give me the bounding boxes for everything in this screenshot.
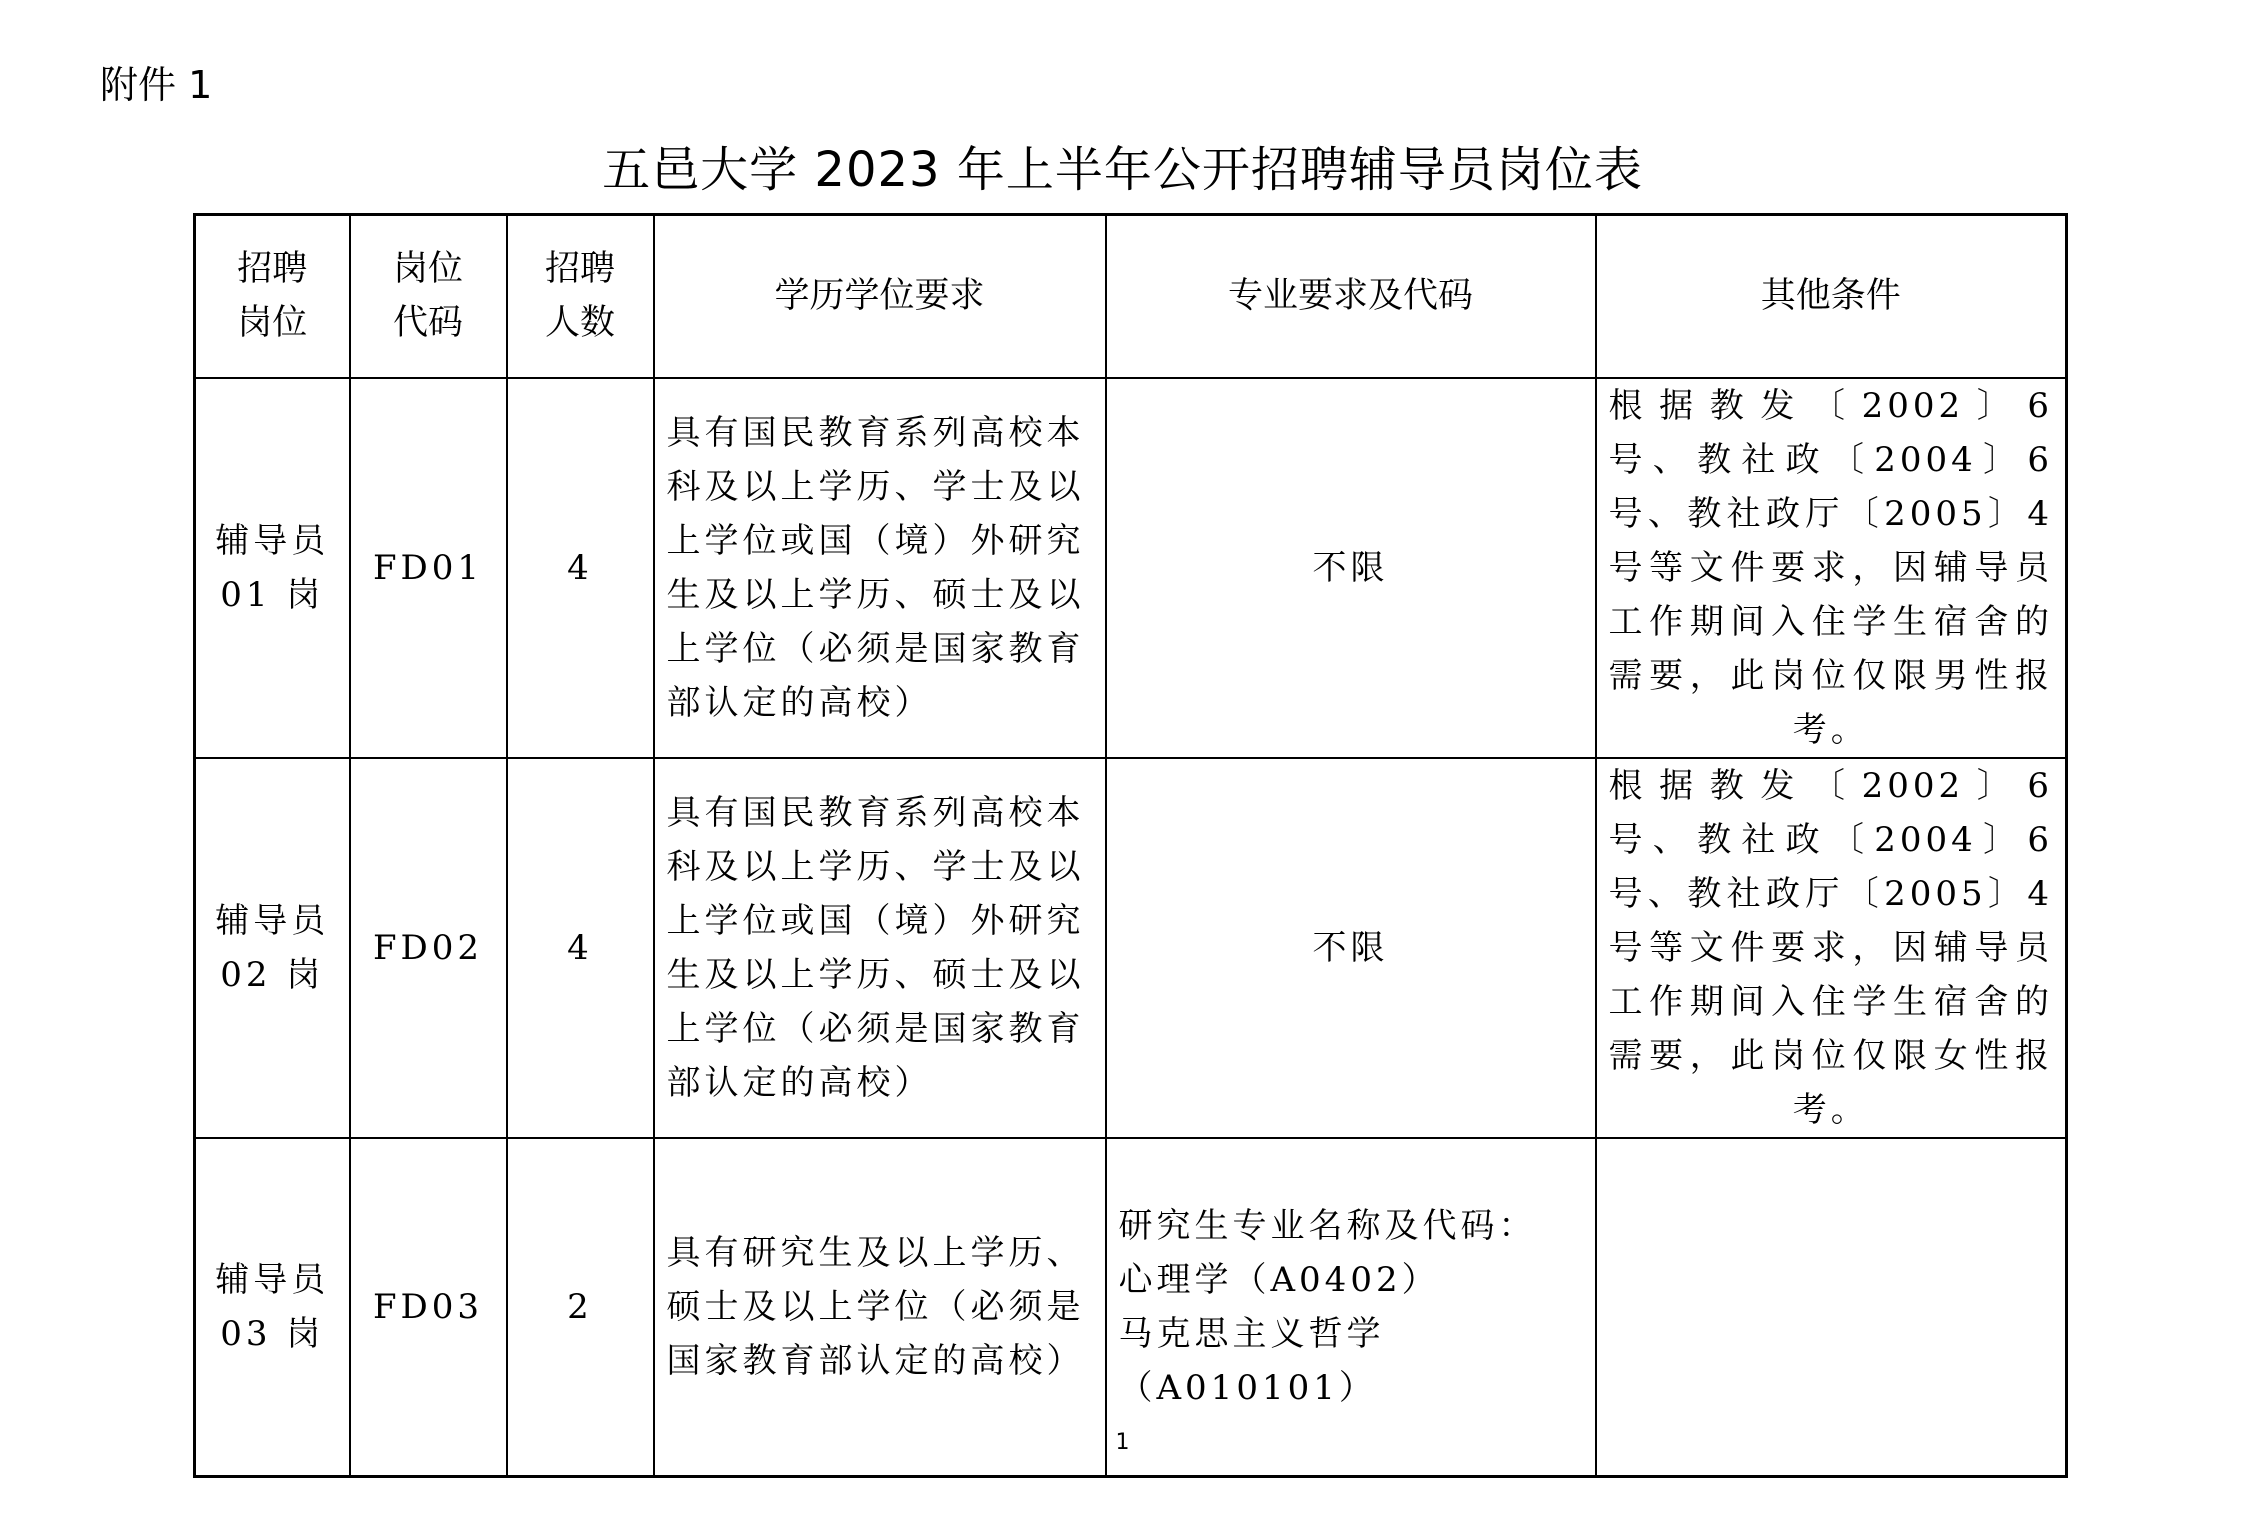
cell-code: FD03 — [350, 1138, 507, 1477]
header-other: 其他条件 — [1596, 215, 2067, 378]
document-title: 五邑大学 2023 年上半年公开招聘辅导员岗位表 — [602, 142, 1643, 198]
cell-education: 具有国民教育系列高校本科及以上学历、学士及以上学位或国（境）外研究生及以上学历、硕士及以上学位（必须是国家教育部认定的高校） — [654, 758, 1106, 1138]
header-count: 招聘 人数 — [507, 215, 654, 378]
cell-other: 根据教发〔2002〕6 号、教社政〔2004〕6 号、教社政厅〔2005〕4 号等文件要求，因辅导员工作期间入住学生宿舍的需要，此岗位仅限男性报考。 — [1596, 378, 2067, 758]
cell-position: 辅导员 01 岗 — [195, 378, 350, 758]
header-code: 岗位 代码 — [350, 215, 507, 378]
cell-other — [1596, 1138, 2067, 1477]
table-row — [195, 378, 2067, 758]
header-education: 学历学位要求 — [654, 215, 1106, 378]
cell-major: 不限 — [1106, 378, 1596, 758]
cell-education: 具有研究生及以上学历、硕士及以上学位（必须是国家教育部认定的高校） — [654, 1138, 1106, 1477]
cell-major: 不限 — [1106, 758, 1596, 1138]
cell-major: 研究生专业名称及代码： 心理学（A0402） 马克思主义哲学（A010101） — [1106, 1138, 1596, 1477]
cell-code: FD02 — [350, 758, 507, 1138]
page-number: 1 — [1115, 1430, 1130, 1455]
cell-position: 辅导员 02 岗 — [195, 758, 350, 1138]
cell-position: 辅导员 03 岗 — [195, 1138, 350, 1477]
table-row — [195, 1138, 2067, 1477]
table-header-row — [195, 215, 2067, 378]
cell-count: 2 — [507, 1138, 654, 1477]
cell-other: 根据教发〔2002〕6 号、教社政〔2004〕6 号、教社政厅〔2005〕4 号等文件要求，因辅导员工作期间入住学生宿舍的需要，此岗位仅限女性报考。 — [1596, 758, 2067, 1138]
table-row — [195, 758, 2067, 1138]
cell-count: 4 — [507, 758, 654, 1138]
cell-count: 4 — [507, 378, 654, 758]
header-position: 招聘 岗位 — [195, 215, 350, 378]
cell-code: FD01 — [350, 378, 507, 758]
positions-table — [193, 213, 2068, 1478]
cell-education: 具有国民教育系列高校本科及以上学历、学士及以上学位或国（境）外研究生及以上学历、硕士及以上学位（必须是国家教育部认定的高校） — [654, 378, 1106, 758]
attachment-label: 附件 1 — [100, 63, 213, 107]
header-major: 专业要求及代码 — [1106, 215, 1596, 378]
